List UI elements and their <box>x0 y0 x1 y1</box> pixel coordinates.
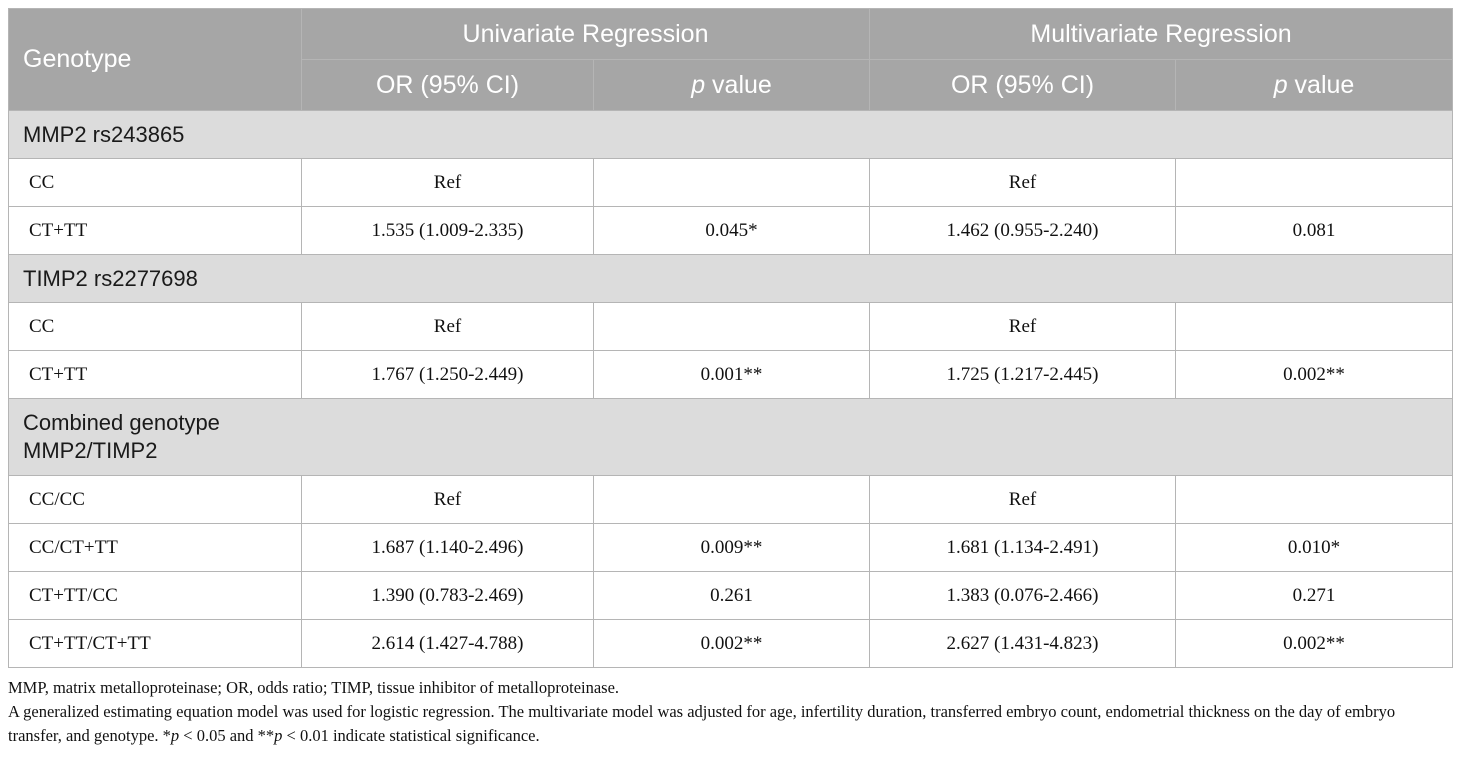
genotype-cell: CC/CC <box>9 476 302 524</box>
header-genotype: Genotype <box>9 9 302 111</box>
header-uni-p: p value <box>594 60 870 111</box>
table-row <box>9 524 1453 572</box>
multi-p-cell <box>1176 159 1453 207</box>
uni-or-cell: Ref <box>302 159 594 207</box>
table-row <box>9 303 1453 351</box>
uni-p-cell <box>594 476 870 524</box>
multi-or-cell: Ref <box>870 303 1176 351</box>
uni-p-cell: 0.002** <box>594 620 870 668</box>
genotype-cell: CT+TT <box>9 351 302 399</box>
header-multivariate: Multivariate Regression <box>870 9 1453 60</box>
uni-p-cell: 0.001** <box>594 351 870 399</box>
uni-or-cell: 1.535 (1.009-2.335) <box>302 207 594 255</box>
uni-or-cell: 1.687 (1.140-2.496) <box>302 524 594 572</box>
uni-or-cell: 1.767 (1.250-2.449) <box>302 351 594 399</box>
table-row <box>9 476 1453 524</box>
uni-p-cell <box>594 303 870 351</box>
multi-p-cell: 0.010* <box>1176 524 1453 572</box>
multi-or-cell: 1.383 (0.076-2.466) <box>870 572 1176 620</box>
genotype-cell: CC <box>9 159 302 207</box>
multi-p-cell: 0.002** <box>1176 620 1453 668</box>
table-row <box>9 351 1453 399</box>
table-footnotes <box>8 676 1452 748</box>
table-row <box>9 572 1453 620</box>
regression-table <box>8 8 1453 668</box>
section-title: TIMP2 rs2277698 <box>9 255 1453 303</box>
multi-p-cell: 0.081 <box>1176 207 1453 255</box>
uni-p-cell: 0.045* <box>594 207 870 255</box>
genotype-cell: CT+TT <box>9 207 302 255</box>
header-row-1 <box>9 9 1453 60</box>
header-multi-or: OR (95% CI) <box>870 60 1176 111</box>
uni-p-cell: 0.261 <box>594 572 870 620</box>
uni-or-cell: Ref <box>302 476 594 524</box>
multi-or-cell: 2.627 (1.431-4.823) <box>870 620 1176 668</box>
uni-or-cell: Ref <box>302 303 594 351</box>
multi-or-cell: 1.462 (0.955-2.240) <box>870 207 1176 255</box>
multi-p-cell <box>1176 303 1453 351</box>
table-container <box>8 8 1452 748</box>
uni-p-cell: 0.009** <box>594 524 870 572</box>
header-uni-or: OR (95% CI) <box>302 60 594 111</box>
table-row <box>9 620 1453 668</box>
genotype-cell: CT+TT/CC <box>9 572 302 620</box>
table-row <box>9 159 1453 207</box>
multi-or-cell: 1.681 (1.134-2.491) <box>870 524 1176 572</box>
multi-or-cell: Ref <box>870 159 1176 207</box>
section-title: MMP2 rs243865 <box>9 111 1453 159</box>
section-title: Combined genotype MMP2/TIMP2 <box>9 399 1453 476</box>
uni-or-cell: 1.390 (0.783-2.469) <box>302 572 594 620</box>
multi-p-cell: 0.271 <box>1176 572 1453 620</box>
section-row-mmp2 <box>9 111 1453 159</box>
header-multi-p: p value <box>1176 60 1453 111</box>
multi-or-cell: Ref <box>870 476 1176 524</box>
uni-or-cell: 2.614 (1.427-4.788) <box>302 620 594 668</box>
table-row <box>9 207 1453 255</box>
section-row-combined <box>9 399 1453 476</box>
genotype-cell: CT+TT/CT+TT <box>9 620 302 668</box>
genotype-cell: CC <box>9 303 302 351</box>
header-univariate: Univariate Regression <box>302 9 870 60</box>
footnote-abbreviations: MMP, matrix metalloproteinase; OR, odds ratio; TIMP, tissue inhibitor of metalloproteinase. <box>8 678 620 697</box>
footnote-method: A generalized estimating equation model was used for logistic regression. The multivariate model was adjusted for age, infertility duration, transferred embryo count, endometrial thickness on the day of embryo transfer, and genotype. *p < 0.05 and **p < 0.01 indicate statistical significance. <box>8 702 1396 745</box>
multi-p-cell <box>1176 476 1453 524</box>
multi-p-cell: 0.002** <box>1176 351 1453 399</box>
uni-p-cell <box>594 159 870 207</box>
section-row-timp2 <box>9 255 1453 303</box>
multi-or-cell: 1.725 (1.217-2.445) <box>870 351 1176 399</box>
genotype-cell: CC/CT+TT <box>9 524 302 572</box>
